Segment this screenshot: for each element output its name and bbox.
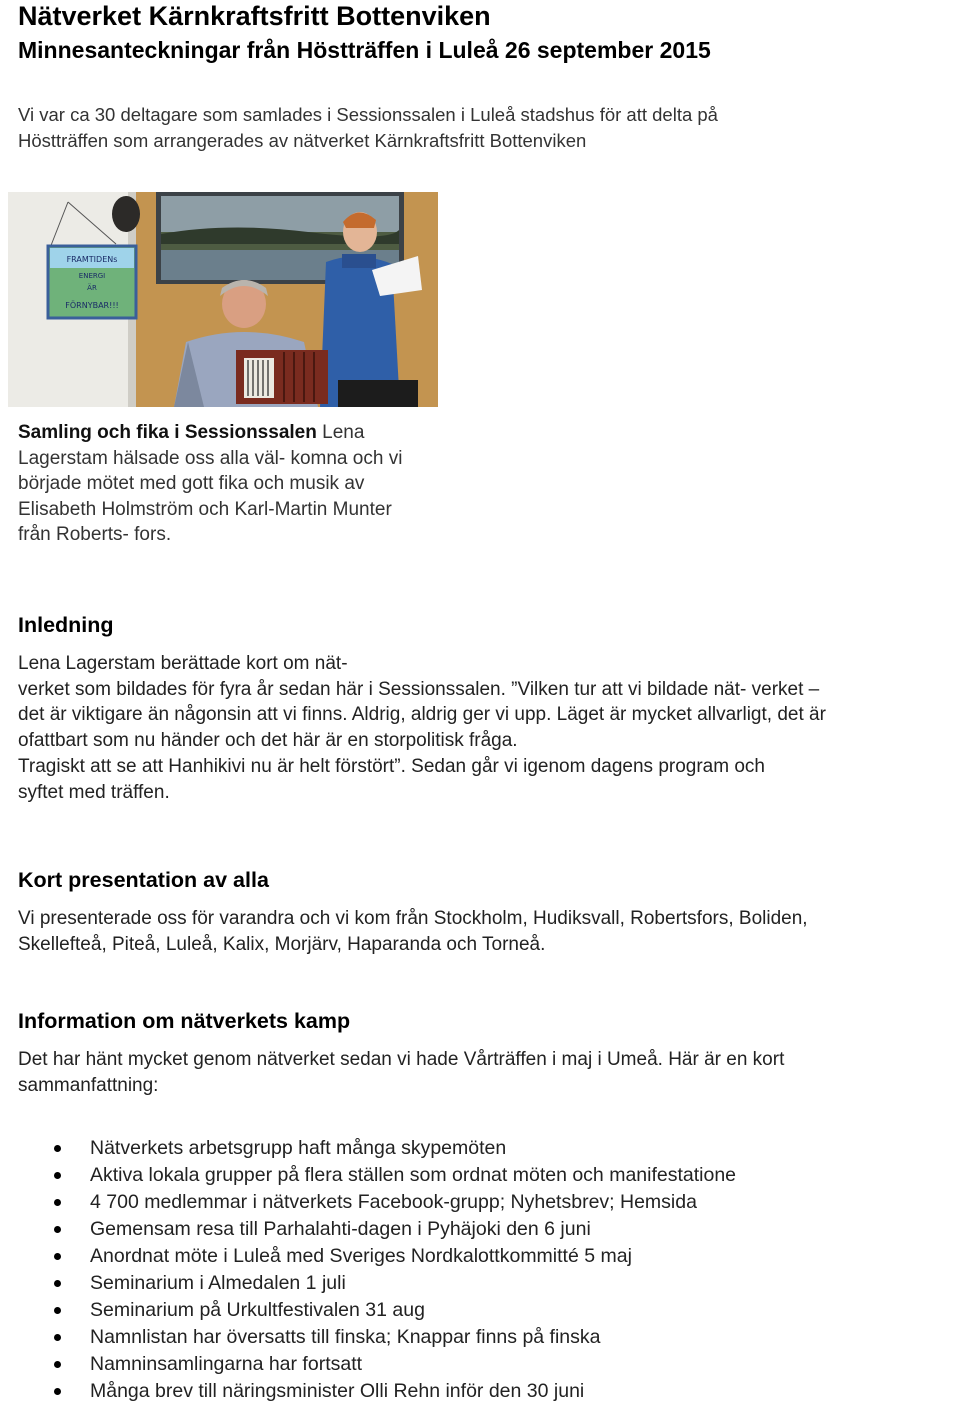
bullet-icon xyxy=(54,1361,61,1368)
section-heading-presentation: Kort presentation av alla xyxy=(18,868,269,892)
sign-line-3: ÄR xyxy=(87,284,97,292)
bullet-icon xyxy=(54,1172,61,1179)
bullet-icon xyxy=(54,1280,61,1287)
paragraph-line: Lena Lagerstam berättade kort om nät- xyxy=(18,653,348,674)
list-item: Namnlistan har översatts till finska; Knappar finns på finska xyxy=(18,1324,948,1351)
summary-list xyxy=(18,1135,948,1405)
paragraph-line: det är viktigare än någonsin att vi finns. Aldrig, aldrig ger vi upp. Läget är mycket allvarligt, det är xyxy=(18,704,826,726)
paragraph-line: Skellefteå, Piteå, Luleå, Kalix, Morjärv, Haparanda och Torneå. xyxy=(18,933,546,955)
bullet-icon xyxy=(54,1334,61,1341)
sign-line-1: FRAMTIDENs xyxy=(66,255,118,264)
list-item: Aktiva lokala grupper på flera ställen som ordnat möten och manifestatione xyxy=(18,1162,948,1189)
bullet-icon xyxy=(54,1388,61,1395)
caption-line: Elisabeth Holmström och Karl-Martin Munter xyxy=(18,498,392,520)
bullet-icon xyxy=(54,1145,61,1152)
list-item: Många brev till näringsminister Olli Rehn inför den 30 juni xyxy=(18,1378,948,1405)
bullet-icon xyxy=(54,1307,61,1314)
section-heading-information: Information om nätverkets kamp xyxy=(18,1009,351,1033)
intro-paragraph xyxy=(18,102,938,154)
list-item: Anordnat möte i Luleå med Sveriges Nordkalottkommitté 5 maj xyxy=(18,1243,948,1270)
paragraph-line: Vi presenterade oss för varandra och vi kom från Stockholm, Hudiksvall, Robertsfors, Boliden, xyxy=(18,908,808,929)
caption-text: Lena xyxy=(316,422,365,443)
document-subtitle: Minnesanteckningar från Höstträffen i Luleå 26 september 2015 xyxy=(18,37,711,63)
photo-caption xyxy=(18,420,478,548)
information-paragraph xyxy=(18,1047,960,1098)
paragraph-line: sammanfattning: xyxy=(18,1074,159,1096)
bullet-icon xyxy=(54,1199,61,1206)
bullet-icon xyxy=(54,1226,61,1233)
list-item: Gemensam resa till Parhalahti-dagen i Pyhäjoki den 6 juni xyxy=(18,1216,948,1243)
paragraph-line: ofattbart som nu händer och det här är en storpolitisk fråga. xyxy=(18,730,518,752)
list-item: Seminarium i Almedalen 1 juli xyxy=(18,1270,948,1297)
intro-line: Vi var ca 30 deltagare som samlades i Sessionssalen i Luleå stadshus för att delta på xyxy=(18,104,718,125)
presentation-paragraph xyxy=(18,906,960,957)
intro-line: Höstträffen som arrangerades av nätverket Kärnkraftsfritt Bottenviken xyxy=(18,130,587,151)
paragraph-line: Tragiskt att se att Hanhikivi nu är helt förstört”. Sedan går vi igenom dagens program och xyxy=(18,755,765,777)
event-photo xyxy=(8,192,438,407)
caption-line: började mötet med gott fika och musik av xyxy=(18,473,365,494)
list-item: Namninsamlingarna har fortsatt xyxy=(18,1351,948,1378)
caption-heading: Samling och fika i Sessionssalen xyxy=(18,422,317,443)
section-heading-inledning: Inledning xyxy=(18,613,114,637)
paragraph-line: Det har hänt mycket genom nätverket sedan vi hade Vårträffen i maj i Umeå. Här är en kort xyxy=(18,1049,785,1070)
bullet-icon xyxy=(54,1253,61,1260)
document-title: Nätverket Kärnkraftsfritt Bottenviken xyxy=(18,1,491,31)
paragraph-line: verket som bildades för fyra år sedan här i Sessionssalen. ”Vilken tur att vi bildade nät- verket – xyxy=(18,678,820,700)
paragraph-line: syftet med träffen. xyxy=(18,781,170,803)
caption-line: Lagerstam hälsade oss alla väl- komna och vi xyxy=(18,447,403,469)
inledning-paragraph xyxy=(18,651,960,805)
sign-line-4: FÖRNYBAR!!! xyxy=(65,301,119,310)
sign-line-2: ENERGI xyxy=(78,272,106,280)
list-item: Nätverkets arbetsgrupp haft många skypemöten xyxy=(18,1135,948,1162)
list-item: 4 700 medlemmar i nätverkets Facebook-grupp; Nyhetsbrev; Hemsida xyxy=(18,1189,948,1216)
list-item: Seminarium på Urkultfestivalen 31 aug xyxy=(18,1297,948,1324)
caption-line: från Roberts- fors. xyxy=(18,524,172,545)
